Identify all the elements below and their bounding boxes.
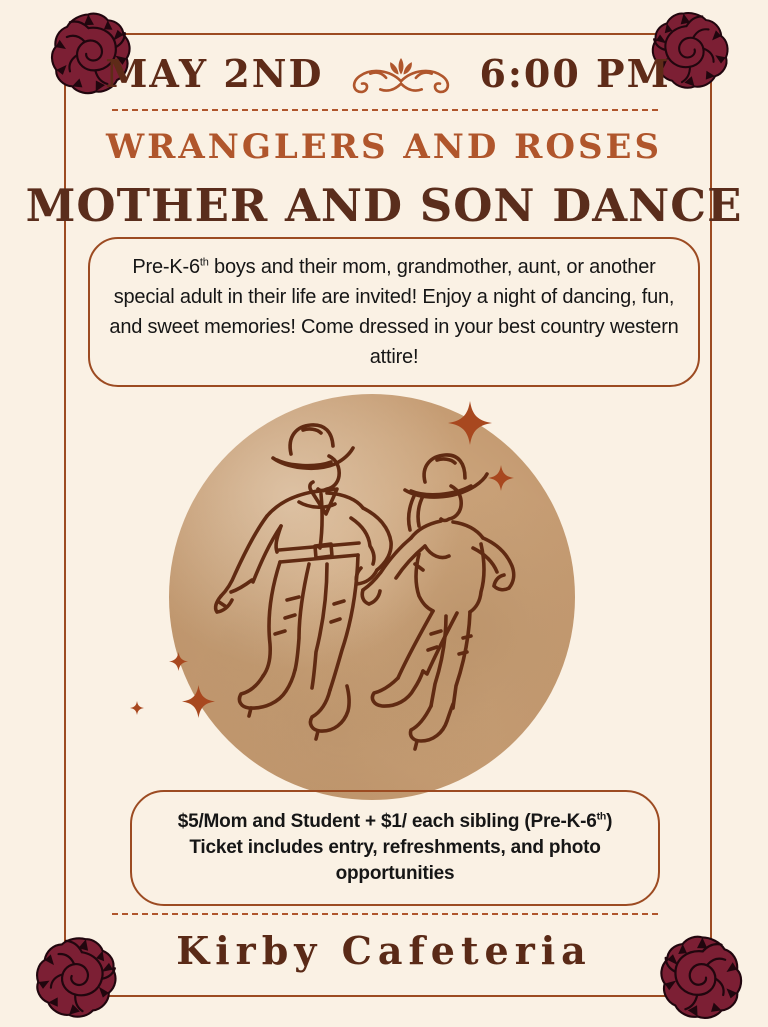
- pricing-line-1-close: ): [606, 811, 613, 832]
- sparkle-icon-tiny-bottom-left: [130, 701, 144, 715]
- invitation-grade-ordinal: th: [199, 256, 209, 269]
- pricing-grade-ordinal: th: [596, 811, 607, 823]
- pricing-line-1: [178, 809, 613, 835]
- dance-illustration-circle: [169, 394, 575, 800]
- venue-name: Kirby Cafeteria: [176, 928, 592, 973]
- invitation-box: [88, 237, 700, 387]
- pricing-line-1-text: $5/Mom and Student + $1/ each sibling (Pre-K-6: [177, 811, 597, 832]
- invitation-body-text: boys and their mom, grandmother, aunt, or another special adult in their life are invited! Enjoy a night of dancing, fun, and sweet memories! Come dressed in your best country western attire!: [109, 256, 679, 368]
- sparkle-icon-large-bottom-left: [182, 685, 215, 718]
- sparkle-icon-small-bottom-left: [169, 652, 188, 671]
- event-title: MOTHER AND SON DANCE: [25, 179, 743, 232]
- cowgirl-figure: [362, 455, 513, 749]
- event-subtitle: WRANGLERS AND ROSES: [105, 127, 663, 167]
- invitation-text: [108, 252, 680, 372]
- sparkle-icon-large-top-right: [448, 401, 492, 445]
- cowboy-figure: [216, 425, 392, 739]
- event-time: 6:00 PM: [479, 50, 671, 96]
- invitation-grade-range: Pre-K-6: [132, 256, 200, 278]
- pricing-line-2: Ticket includes entry, refreshments, and photo opportunities: [189, 837, 601, 884]
- event-date: MAY 2ND: [105, 50, 324, 96]
- dancing-couple-illustration: [169, 394, 575, 800]
- header-row: [64, 46, 712, 100]
- dashed-divider-top: [112, 109, 660, 111]
- dashed-divider-bottom: [112, 913, 660, 915]
- pricing-box: [130, 790, 660, 906]
- flourish-ornament-icon: [343, 54, 459, 100]
- sparkle-icon-small-top-right: [488, 465, 514, 491]
